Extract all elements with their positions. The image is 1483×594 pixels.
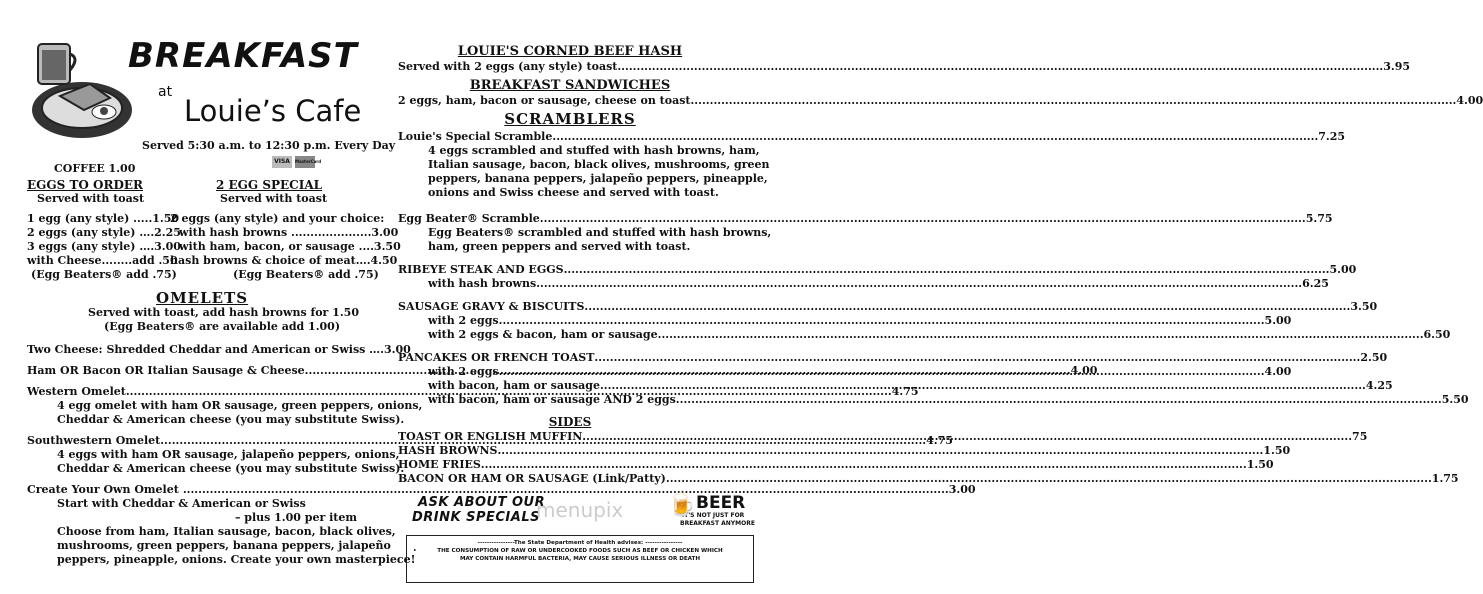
beer-mug-icon: 🍺 bbox=[668, 493, 696, 518]
beer-sub: BREAKFAST ANYMORE bbox=[680, 520, 755, 527]
two-egg-special-section bbox=[170, 178, 401, 282]
pancakes-item bbox=[398, 351, 1388, 365]
health-warning-box bbox=[406, 535, 754, 583]
item-name: with bacon, ham or sausage AND 2 eggs bbox=[428, 393, 676, 406]
side-item bbox=[398, 458, 1274, 472]
item-price: .75 bbox=[1348, 430, 1368, 443]
two-egg-special-heading: 2 EGG SPECIAL bbox=[216, 178, 323, 192]
item-description: 4 eggs with ham OR sausage, jalapeño peppers, onions, bbox=[57, 448, 400, 461]
eggs-to-order-sub: Served with toast bbox=[37, 192, 145, 205]
drink-specials-line: DRINK SPECIALS bbox=[412, 510, 540, 525]
drink-specials-banner bbox=[412, 495, 545, 525]
item-price: 3.95 bbox=[1383, 60, 1411, 73]
item-description: mushrooms, green peppers, banana peppers, jalapeño bbox=[57, 539, 391, 552]
item-description: ham, green peppers and served with toast. bbox=[428, 240, 691, 253]
beer-title: BEER bbox=[696, 493, 746, 513]
payment-cards bbox=[272, 156, 322, 168]
item-description: Cheddar & American cheese (you may substitute Swiss). bbox=[57, 413, 405, 426]
item-name: with bacon, ham or sausage bbox=[428, 379, 600, 392]
eggs-to-order-heading: EGGS TO ORDER bbox=[27, 178, 143, 192]
omelets-heading: OMELETS bbox=[156, 289, 249, 307]
item-description: peppers, banana peppers, jalapeño peppers, pineapple, bbox=[428, 172, 768, 185]
sides-heading: SIDES bbox=[548, 415, 592, 429]
eggs-line: 3 eggs (any style) ….3.00 bbox=[27, 240, 181, 253]
breakfast-plate-illustration bbox=[24, 36, 134, 146]
item-description: peppers, pineapple, onions. Create your own masterpiece! bbox=[57, 553, 416, 566]
item-name: BACON OR HAM OR SAUSAGE (Link/Patty) bbox=[398, 472, 666, 485]
hash-item bbox=[398, 60, 1411, 74]
item-price: 5.50 bbox=[1441, 393, 1469, 406]
drink-specials-line: ASK ABOUT OUR bbox=[418, 495, 546, 510]
item-name: with 2 eggs bbox=[428, 365, 499, 378]
special-scramble bbox=[398, 130, 1346, 144]
item-price: 6.25 bbox=[1302, 277, 1329, 290]
item-price: 5.00 bbox=[1264, 314, 1292, 327]
coffee-price: COFFEE 1.00 bbox=[54, 162, 136, 175]
mastercard-icon: MasterCard bbox=[295, 156, 315, 168]
item-name: HASH BROWNS bbox=[398, 444, 498, 457]
beer-banner bbox=[668, 494, 764, 528]
ribeye-option bbox=[398, 277, 1329, 291]
item-name: with 2 eggs bbox=[428, 314, 499, 327]
beer-sub: IT'S NOT JUST FOR bbox=[682, 512, 745, 519]
item-price: 5.00 bbox=[1329, 263, 1357, 276]
item-price: 4.00 bbox=[1070, 364, 1098, 377]
item-description: 4 eggs scrambled and stuffed with hash browns, ham, bbox=[428, 144, 760, 157]
two-egg-special-sub: Served with toast bbox=[220, 192, 328, 205]
watermark: menupix bbox=[536, 498, 624, 522]
gravy-option bbox=[398, 314, 1292, 328]
special-line: 2 eggs (any style) and your choice: bbox=[170, 212, 385, 225]
item-price: 3.00 bbox=[948, 483, 976, 496]
item-description: Egg Beaters® scrambled and stuffed with hash browns, bbox=[428, 226, 772, 239]
health-advise: ----------------The State Department of Health advises: ---------------- bbox=[477, 540, 683, 546]
cafe-name: Louie’s Cafe bbox=[184, 94, 362, 128]
eggs-line: 1 egg (any style) .....1.50 bbox=[27, 212, 180, 225]
item-name: HOME FRIES bbox=[398, 458, 481, 471]
item-name: Egg Beater® Scramble bbox=[398, 212, 540, 225]
sandwich-item bbox=[398, 94, 1483, 108]
omelets-sub: (Egg Beaters® are available add 1.00) bbox=[104, 320, 341, 333]
item-name: PANCAKES OR FRENCH TOAST bbox=[398, 351, 595, 364]
item-price: 4.25 bbox=[1365, 379, 1393, 392]
side-item bbox=[398, 472, 1459, 486]
item-description: – plus 1.00 per item bbox=[234, 511, 357, 524]
eggs-line: with Cheese........add .50 bbox=[27, 254, 178, 267]
item-description: Italian sausage, bacon, black olives, mushrooms, green bbox=[428, 158, 770, 171]
two-cheese-omelet: Two Cheese: Shredded Cheddar and American or Swiss ….3.00 bbox=[27, 343, 411, 356]
special-line: with hash browns .....................3.00 bbox=[179, 226, 399, 239]
item-name: RIBEYE STEAK AND EGGS bbox=[398, 263, 564, 276]
gravy-item bbox=[398, 300, 1378, 314]
health-warning bbox=[407, 547, 753, 563]
pancakes-option bbox=[398, 393, 1469, 407]
item-name: Southwestern Omelet bbox=[27, 434, 161, 447]
item-description: Choose from ham, Italian sausage, bacon, black olives, bbox=[57, 525, 396, 538]
hash-heading: LOUIE'S CORNED BEEF HASH bbox=[457, 44, 683, 59]
item-name: TOAST OR ENGLISH MUFFIN bbox=[398, 430, 583, 443]
item-description: onions and Swiss cheese and served with toast. bbox=[428, 186, 719, 199]
item-price: 4.00 bbox=[1264, 365, 1292, 378]
ribeye-item bbox=[398, 263, 1357, 277]
gravy-option bbox=[398, 328, 1451, 342]
menu-title: BREAKFAST bbox=[128, 36, 358, 76]
health-warning-line: THE CONSUMPTION OF RAW OR UNDERCOOKED FOODS SUCH AS BEEF OR CHICKEN WHICH bbox=[437, 548, 723, 554]
special-line: (Egg Beaters® add .75) bbox=[233, 268, 379, 281]
item-name: Create Your Own Omelet bbox=[27, 483, 179, 496]
special-line: with ham, bacon, or sausage ....3.50 bbox=[179, 240, 401, 253]
sandwiches-heading: BREAKFAST SANDWICHES bbox=[469, 78, 671, 93]
egg-beater-scramble bbox=[398, 212, 1333, 226]
item-description: 4 egg omelet with ham OR sausage, green peppers, onions, bbox=[57, 399, 423, 412]
item-price: 1.75 bbox=[1431, 472, 1459, 485]
eggs-line: (Egg Beaters® add .75) bbox=[31, 268, 177, 281]
scramblers-heading: SCRAMBLERS bbox=[504, 110, 636, 128]
eggs-line: 2 eggs (any style) ….2.25 bbox=[27, 226, 181, 239]
create-omelet bbox=[27, 483, 976, 497]
at-label: at bbox=[158, 84, 173, 100]
eggs-to-order-section bbox=[27, 178, 181, 282]
item-price: 4.75 bbox=[926, 434, 953, 447]
item-name: with 2 eggs & bacon, ham or sausage bbox=[428, 328, 658, 341]
health-warning-line: MAY CONTAIN HARMFUL BACTERIA, MAY CAUSE SERIOUS ILLNESS OR DEATH bbox=[459, 556, 701, 562]
item-price: 7.25 bbox=[1318, 130, 1346, 143]
hours-text: Served 5:30 a.m. to 12:30 p.m. Every Day bbox=[142, 139, 396, 152]
item-description: Cheddar & American cheese (you may substitute Swiss). bbox=[57, 462, 405, 475]
omelets-sub: Served with toast, add hash browns for 1.50 bbox=[88, 306, 359, 319]
item-price: 4.75 bbox=[891, 385, 919, 398]
item-price: 4.00 bbox=[1456, 94, 1483, 107]
item-name: 2 eggs, ham, bacon or sausage, cheese on toast bbox=[398, 94, 691, 107]
item-name: Western Omelet bbox=[27, 385, 126, 398]
item-price: 3.50 bbox=[1350, 300, 1378, 313]
item-price: 1.50 bbox=[1246, 458, 1274, 471]
item-price: 2.50 bbox=[1360, 351, 1388, 364]
item-name: Served with 2 eggs (any style) toast bbox=[398, 60, 618, 73]
item-name: with hash browns bbox=[428, 277, 537, 290]
item-price: 6.50 bbox=[1423, 328, 1451, 341]
pancakes-option bbox=[398, 365, 1292, 379]
item-name: Ham OR Bacon OR Italian Sausage & Cheese bbox=[27, 364, 305, 377]
item-description: Start with Cheddar & American or Swiss bbox=[57, 497, 306, 510]
item-price: 1.50 bbox=[1263, 444, 1291, 457]
special-line: hash browns & choice of meat….4.50 bbox=[170, 254, 398, 267]
side-item bbox=[398, 444, 1291, 458]
item-price: 5.75 bbox=[1305, 212, 1333, 225]
bullet-icon: • bbox=[413, 548, 417, 554]
item-name: SAUSAGE GRAVY & BISCUITS bbox=[398, 300, 585, 313]
visa-card-icon: VISA bbox=[272, 156, 292, 168]
item-name: Louie's Special Scramble bbox=[398, 130, 553, 143]
